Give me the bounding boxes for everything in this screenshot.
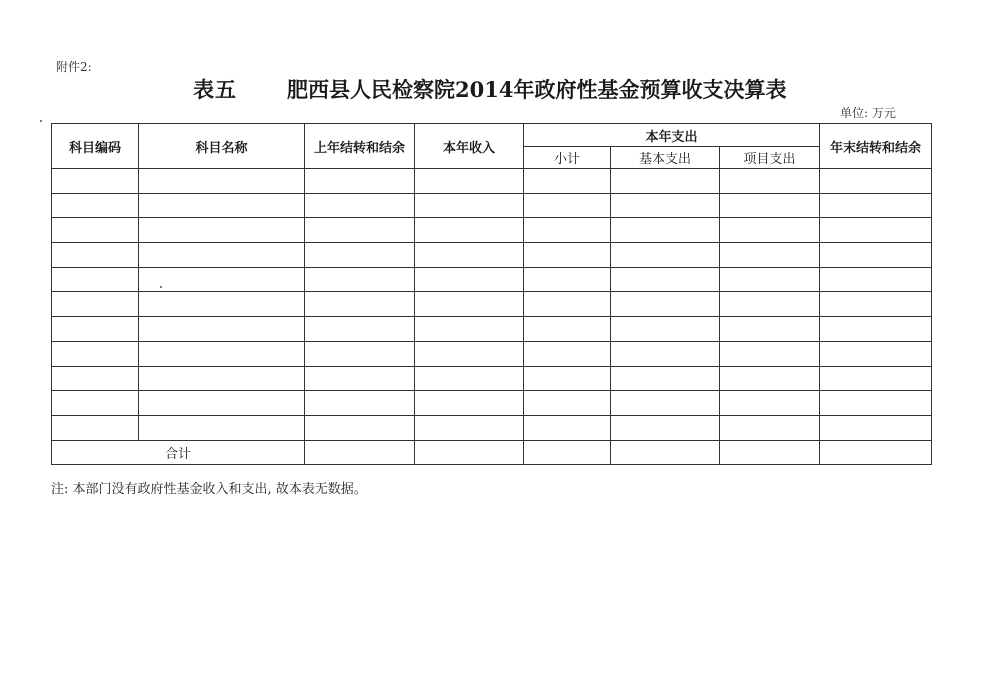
table-row	[52, 341, 932, 366]
table-cell	[52, 193, 139, 218]
table-row	[52, 267, 932, 292]
table-cell	[305, 317, 415, 342]
table-row	[52, 243, 932, 268]
table-cell	[820, 292, 932, 317]
table-row	[52, 391, 932, 416]
table-cell	[524, 193, 611, 218]
table-cell	[820, 366, 932, 391]
table-cell	[305, 341, 415, 366]
header-subtotal: 小计	[524, 147, 611, 169]
title-row	[0, 74, 997, 104]
table-cell	[820, 341, 932, 366]
table-cell	[524, 267, 611, 292]
header-code: 科目编码	[52, 124, 139, 169]
table-cell	[611, 391, 720, 416]
table-cell	[720, 267, 820, 292]
unit-label: 单位: 万元	[840, 106, 896, 120]
table-row	[52, 218, 932, 243]
table-cell	[139, 391, 305, 416]
table-number: 表五	[193, 77, 237, 102]
table-cell	[305, 243, 415, 268]
page-title: 肥西县人民检察院2014年政府性基金预算收支决算表	[287, 77, 787, 102]
header-prev-balance: 上年结转和结余	[305, 124, 415, 169]
table-cell	[52, 243, 139, 268]
table-cell	[415, 341, 524, 366]
table-row	[52, 317, 932, 342]
total-cell	[305, 440, 415, 464]
table-cell	[415, 317, 524, 342]
table-cell	[820, 391, 932, 416]
table-cell	[415, 366, 524, 391]
table-cell	[820, 193, 932, 218]
table-cell	[524, 169, 611, 194]
table-cell	[720, 292, 820, 317]
table-cell	[52, 267, 139, 292]
table-cell	[611, 415, 720, 440]
table-cell	[820, 267, 932, 292]
table-cell	[820, 169, 932, 194]
table-cell	[720, 243, 820, 268]
table-cell	[139, 218, 305, 243]
table-cell	[611, 193, 720, 218]
table-cell	[139, 267, 305, 292]
total-cell	[415, 440, 524, 464]
table-cell	[52, 391, 139, 416]
table-cell	[524, 243, 611, 268]
table-cell	[720, 415, 820, 440]
table-cell	[611, 218, 720, 243]
table-cell	[305, 169, 415, 194]
table-cell	[305, 218, 415, 243]
table-cell	[524, 391, 611, 416]
total-row	[52, 440, 932, 464]
table-cell	[524, 366, 611, 391]
table-cell	[611, 317, 720, 342]
table-cell	[139, 193, 305, 218]
table-cell	[720, 193, 820, 218]
table-cell	[720, 317, 820, 342]
budget-table	[51, 123, 932, 465]
header-project: 项目支出	[720, 147, 820, 169]
scan-speck	[160, 286, 162, 288]
table-cell	[305, 391, 415, 416]
table-cell	[139, 317, 305, 342]
total-cell	[720, 440, 820, 464]
table-cell	[611, 292, 720, 317]
table-cell	[52, 366, 139, 391]
table-cell	[720, 218, 820, 243]
table-cell	[720, 366, 820, 391]
table-cell	[415, 415, 524, 440]
table-cell	[820, 317, 932, 342]
table-row	[52, 415, 932, 440]
table-cell	[720, 341, 820, 366]
table-cell	[524, 292, 611, 317]
table-cell	[611, 366, 720, 391]
table-cell	[415, 218, 524, 243]
table-cell	[139, 415, 305, 440]
table-cell	[305, 366, 415, 391]
table-row	[52, 169, 932, 194]
table-cell	[415, 193, 524, 218]
table-cell	[52, 415, 139, 440]
total-label: 合计	[52, 440, 305, 464]
scan-speck	[40, 120, 42, 122]
total-cell	[524, 440, 611, 464]
header-expense: 本年支出	[524, 124, 820, 147]
total-cell	[611, 440, 720, 464]
table-cell	[52, 341, 139, 366]
table-cell	[415, 267, 524, 292]
table-row	[52, 366, 932, 391]
table-cell	[820, 218, 932, 243]
table-cell	[305, 292, 415, 317]
header-basic: 基本支出	[611, 147, 720, 169]
table-cell	[139, 292, 305, 317]
table-cell	[139, 243, 305, 268]
table-cell	[415, 391, 524, 416]
table-cell	[139, 169, 305, 194]
table-cell	[611, 267, 720, 292]
table-cell	[139, 341, 305, 366]
table-cell	[720, 169, 820, 194]
table-row	[52, 193, 932, 218]
table-cell	[720, 391, 820, 416]
table-cell	[305, 267, 415, 292]
table-cell	[524, 415, 611, 440]
table-cell	[611, 341, 720, 366]
table-body	[52, 169, 932, 441]
table-cell	[415, 243, 524, 268]
table-cell	[52, 218, 139, 243]
table-cell	[305, 415, 415, 440]
table-cell	[139, 366, 305, 391]
header-name: 科目名称	[139, 124, 305, 169]
table-cell	[611, 169, 720, 194]
table-row	[52, 292, 932, 317]
table-cell	[524, 341, 611, 366]
table-cell	[415, 292, 524, 317]
header-year-end-balance: 年末结转和结余	[820, 124, 932, 169]
table-cell	[820, 243, 932, 268]
attachment-label: 附件2:	[56, 60, 92, 74]
table-cell	[415, 169, 524, 194]
table-cell	[305, 193, 415, 218]
footnote: 注: 本部门没有政府性基金收入和支出, 故本表无数据。	[51, 482, 367, 497]
table-cell	[524, 317, 611, 342]
table-cell	[52, 317, 139, 342]
table-cell	[611, 243, 720, 268]
table-cell	[524, 218, 611, 243]
table-cell	[52, 169, 139, 194]
header-income: 本年收入	[415, 124, 524, 169]
total-cell	[820, 440, 932, 464]
table-cell	[52, 292, 139, 317]
table-cell	[820, 415, 932, 440]
